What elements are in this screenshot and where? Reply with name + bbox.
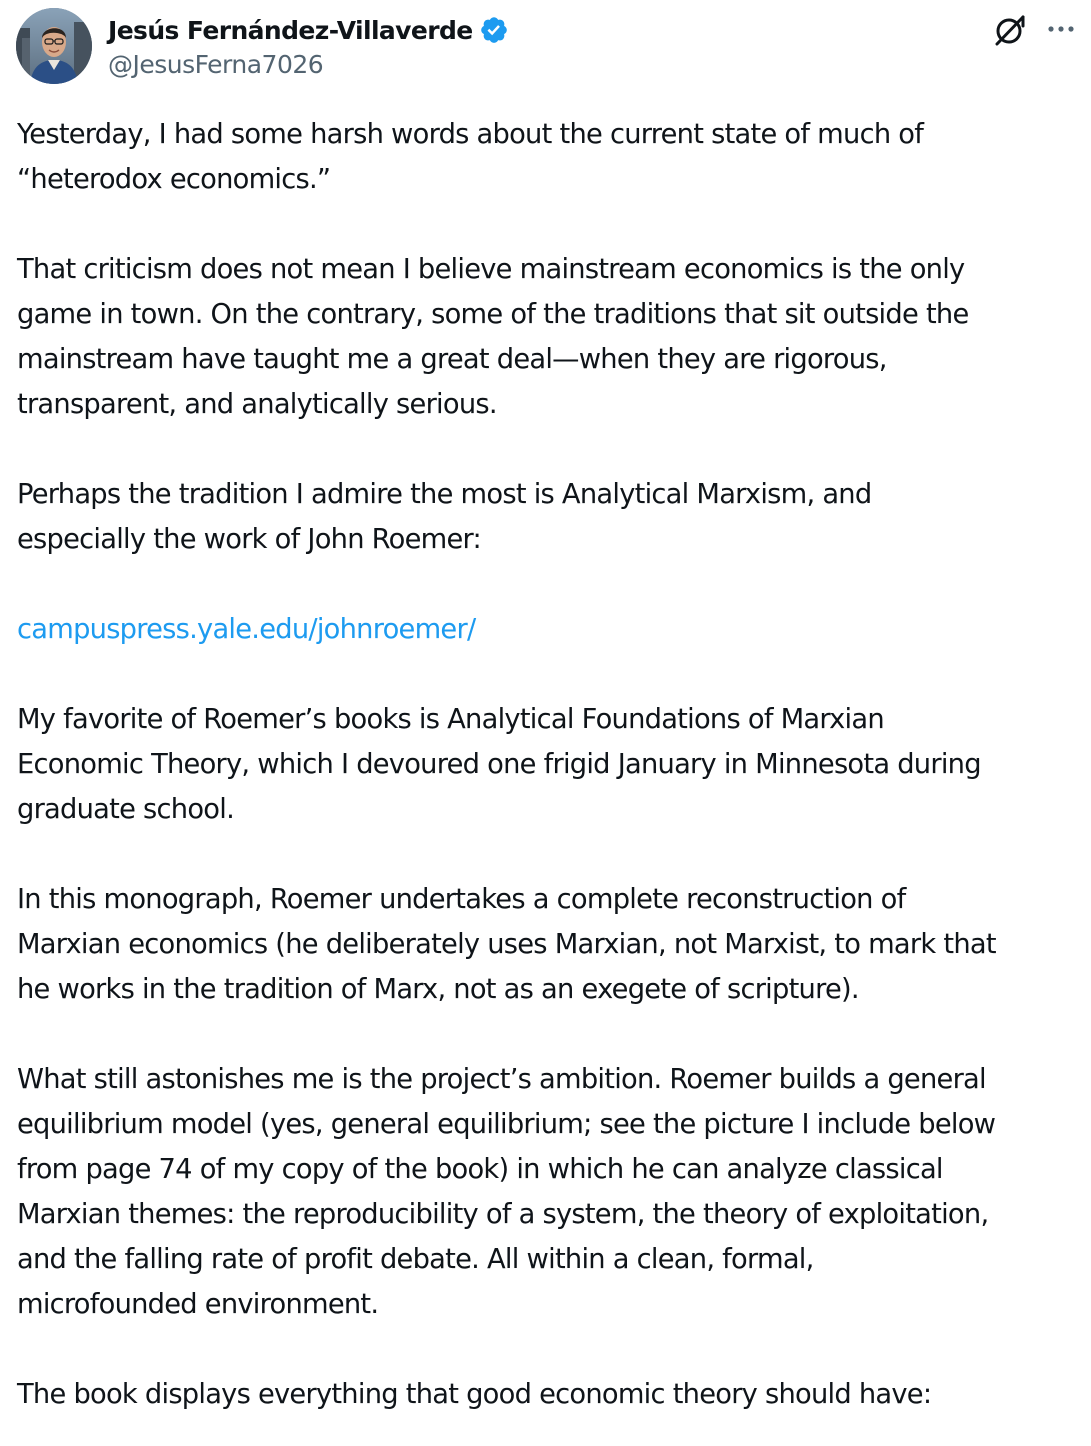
tweet-text: [17, 112, 1083, 1417]
author-handle[interactable]: @JesusFerna7026: [108, 50, 324, 79]
tweet-paragraph: That criticism does not mean I believe mainstream economics is the only game in town. On the contrary, some of the traditions that sit outside the mainstream have taught me a great deal—when they are rigorous, transparent, and analytically serious.: [17, 254, 969, 420]
roemer-website-link[interactable]: campuspress.yale.edu/johnroemer/: [17, 614, 476, 645]
tweet-link-paragraph: [17, 607, 1083, 652]
tweet-paragraph: In this monograph, Roemer undertakes a complete reconstruction of Marxian economics (he deliberately uses Marxian, not Marxist, to mark that he works in the tradition of Marx, not as an exegete of scripture).: [17, 884, 996, 1005]
verified-badge-icon[interactable]: [479, 15, 509, 45]
author-display-name[interactable]: Jesús Fernández-Villaverde: [108, 15, 473, 45]
more-horizontal-icon[interactable]: [1043, 14, 1079, 44]
tweet-paragraph: Perhaps the tradition I admire the most is Analytical Marxism, and especially the work of John Roemer:: [17, 479, 872, 555]
tweet-paragraph: Yesterday, I had some harsh words about the current state of much of “heterodox economics.”: [17, 119, 924, 195]
tweet-paragraph: What still astonishes me is the project’s ambition. Roemer builds a general equilibrium model (yes, general equilibrium; see the picture I include below from page 74 of my copy of the book) in which he can analyze classical Marxian themes: the reproducibility of a system, the theory of exploitation, and the falling rate of profit debate. All within a clean, formal, microfounded environment.: [17, 1064, 996, 1320]
tweet-paragraph: My favorite of Roemer’s books is Analytical Foundations of Marxian Economic Theory, which I devoured one frigid January in Minnesota during graduate school.: [17, 704, 981, 825]
author-name-row: [108, 12, 509, 48]
tweet-paragraph: The book displays everything that good economic theory should have:: [17, 1379, 932, 1410]
author-avatar[interactable]: [16, 8, 92, 84]
grok-icon[interactable]: [993, 13, 1027, 47]
